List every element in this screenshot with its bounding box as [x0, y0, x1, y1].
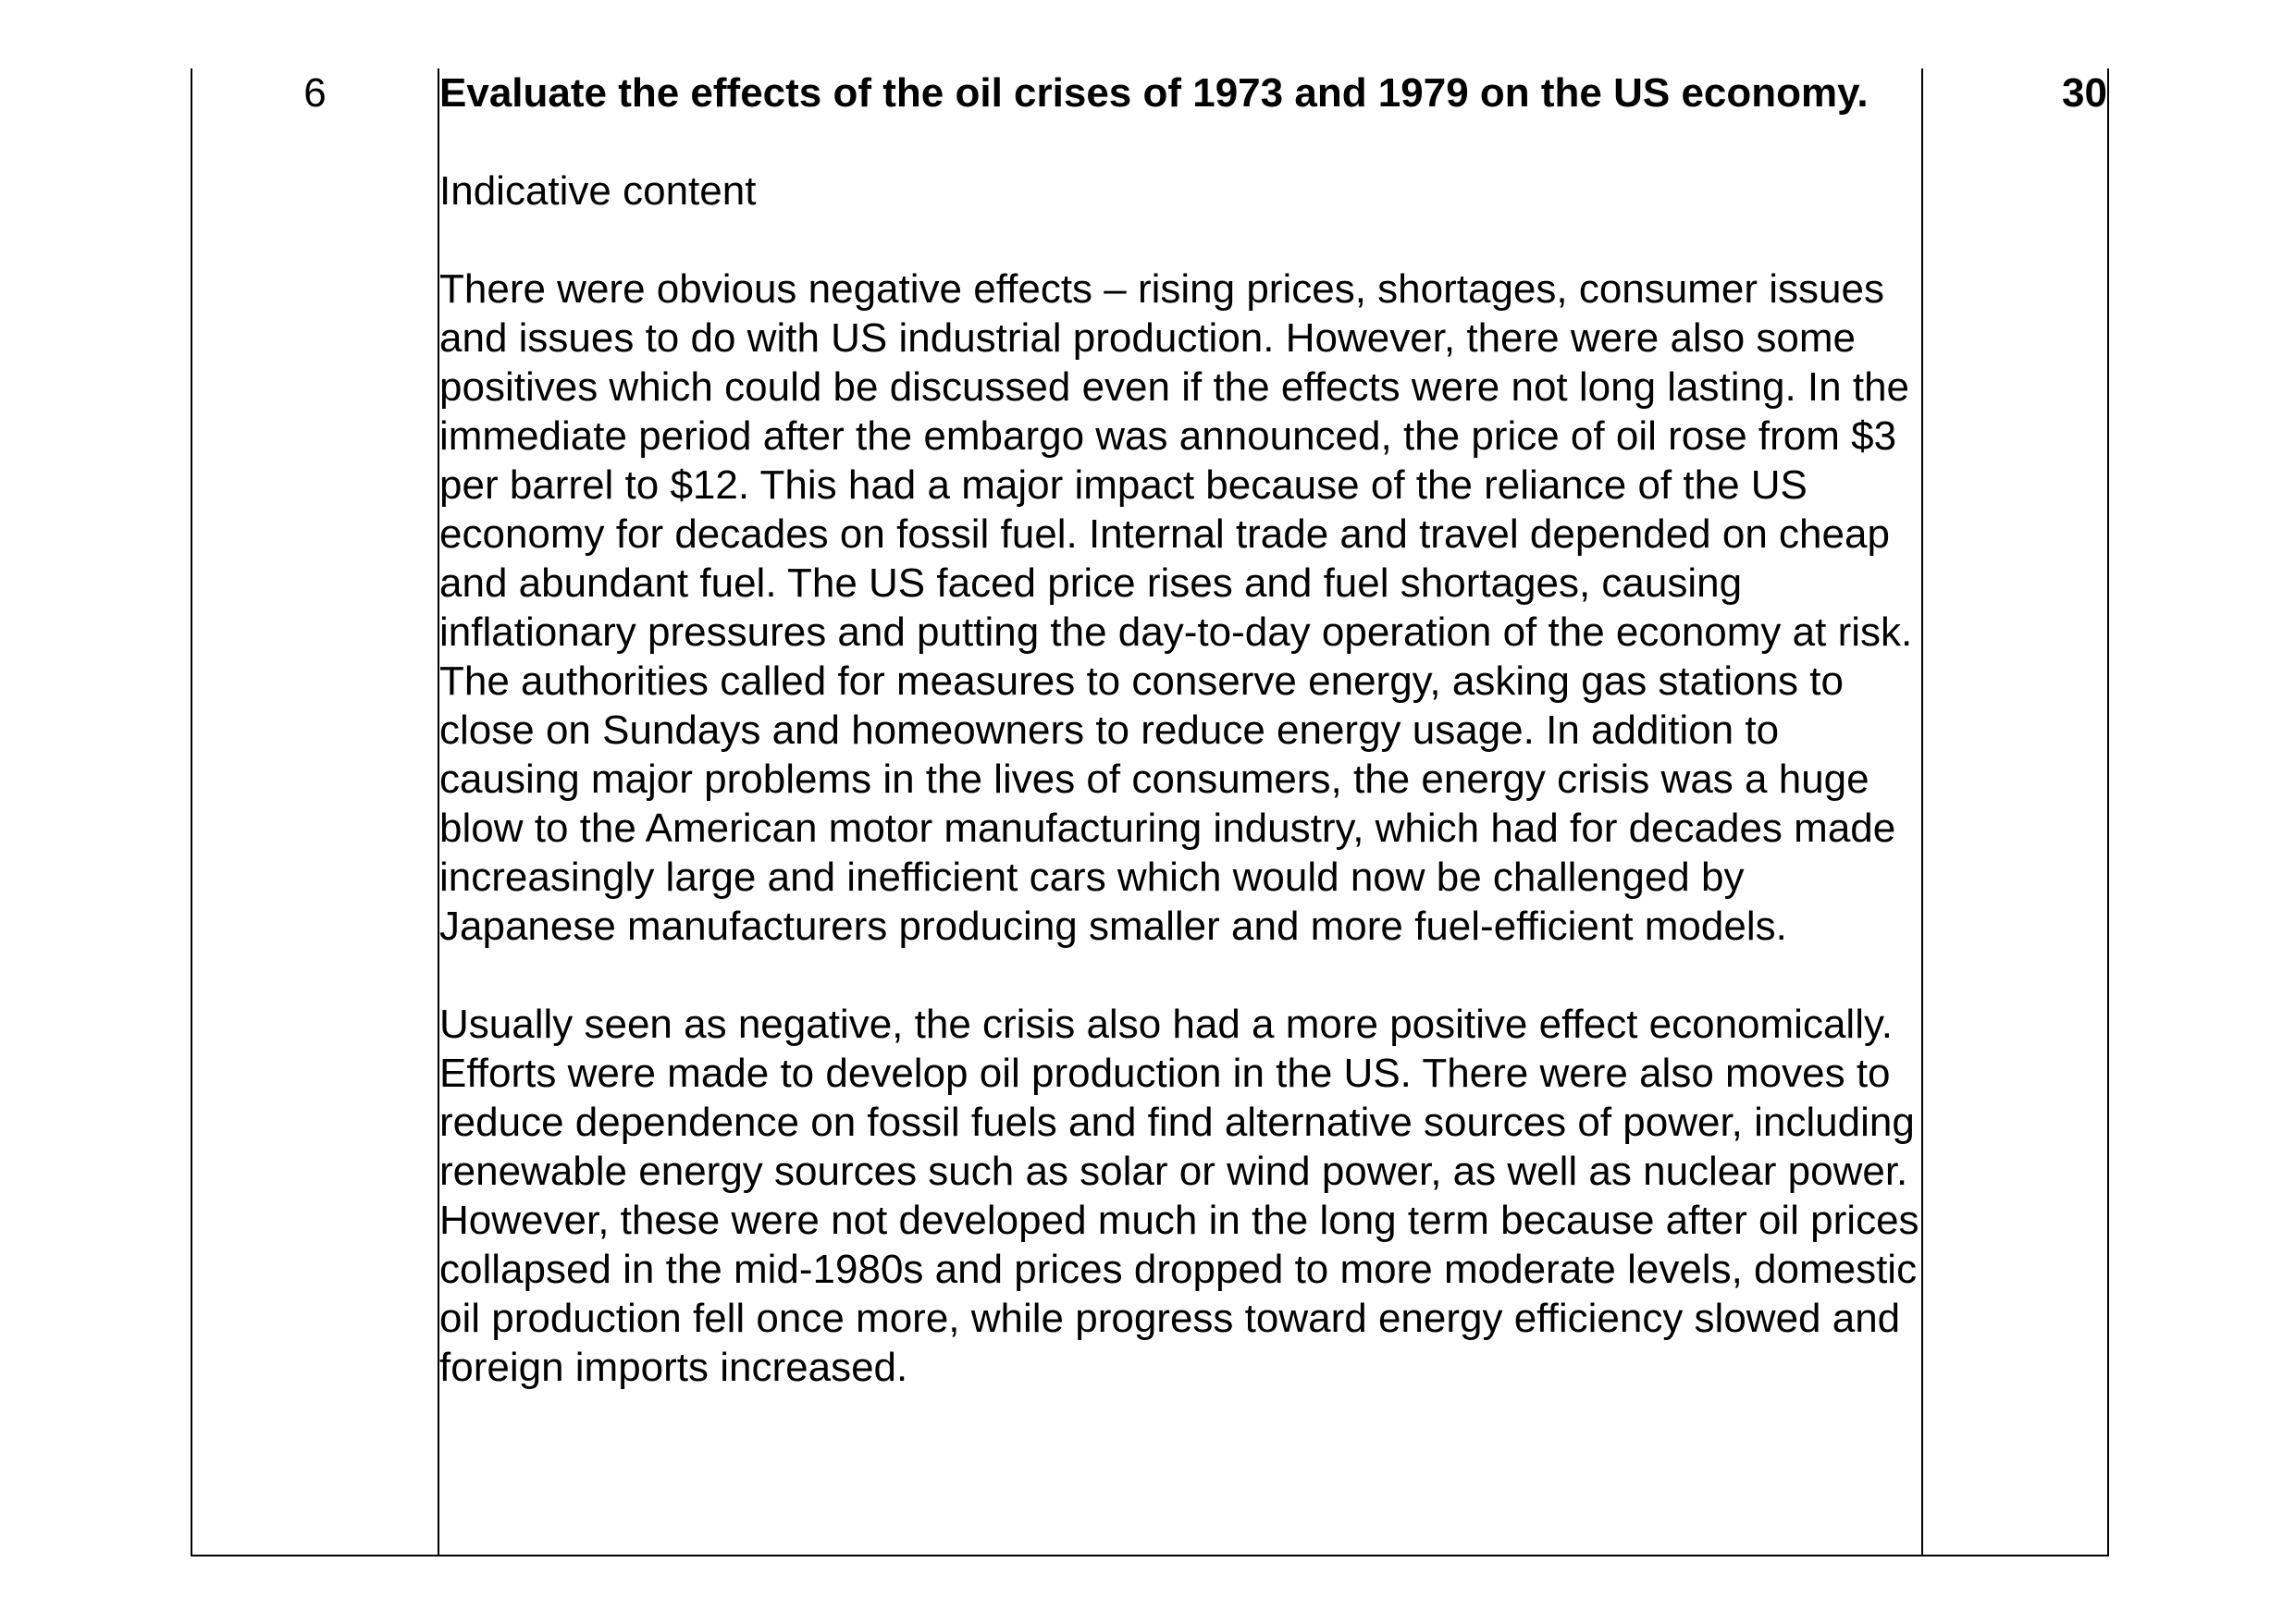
mark-scheme-table: [191, 68, 2109, 1556]
question-text: Evaluate the effects of the oil crises of 1973 and 1979 on the US economy.: [439, 70, 1869, 116]
question-number: 6: [191, 68, 438, 1556]
indicative-paragraph-1: There were obvious negative effects – rising prices, shortages, consumer issues and issues to do with US industrial production. However, there were also some positives which could be discussed even if the effects were not long lasting. In the immediate period after the embargo was announced, the price of oil rose from $3 per barrel to $12. This had a major impact because of the reliance of the US economy for decades on fossil fuel. Internal trade and travel depended on cheap and abundant fuel. The US faced price rises and fuel shortages, causing inflationary pressures and putting the day-to-day operation of the economy at risk. The authorities called for measures to conserve energy, asking gas stations to close on Sundays and homeowners to reduce energy usage. In addition to causing major problems in the lives of consumers, the energy crisis was a huge blow to the American motor manufacturing industry, which had for decades made increasingly large and inefficient cars which would now be challenged by Japanese manufacturers producing smaller and more fuel-efficient models.: [439, 266, 1913, 949]
indicative-paragraph-2: Usually seen as negative, the crisis also had a more positive effect economically. Efforts were made to develop oil production in the US. There were also moves to reduce dependence on fossil fuels and find alternative sources of power, including renewable energy sources such as solar or wind power, as well as nuclear power. However, these were not developed much in the long term because after oil prices collapsed in the mid-1980s and prices dropped to more moderate levels, domestic oil production fell once more, while progress toward energy efficiency slowed and foreign imports increased.: [439, 1002, 1919, 1390]
marks-value: 30: [1922, 68, 2108, 1556]
indicative-content-heading: Indicative content: [439, 168, 757, 214]
answer-content-cell: [438, 68, 1922, 1556]
table-row: [191, 68, 2108, 1556]
